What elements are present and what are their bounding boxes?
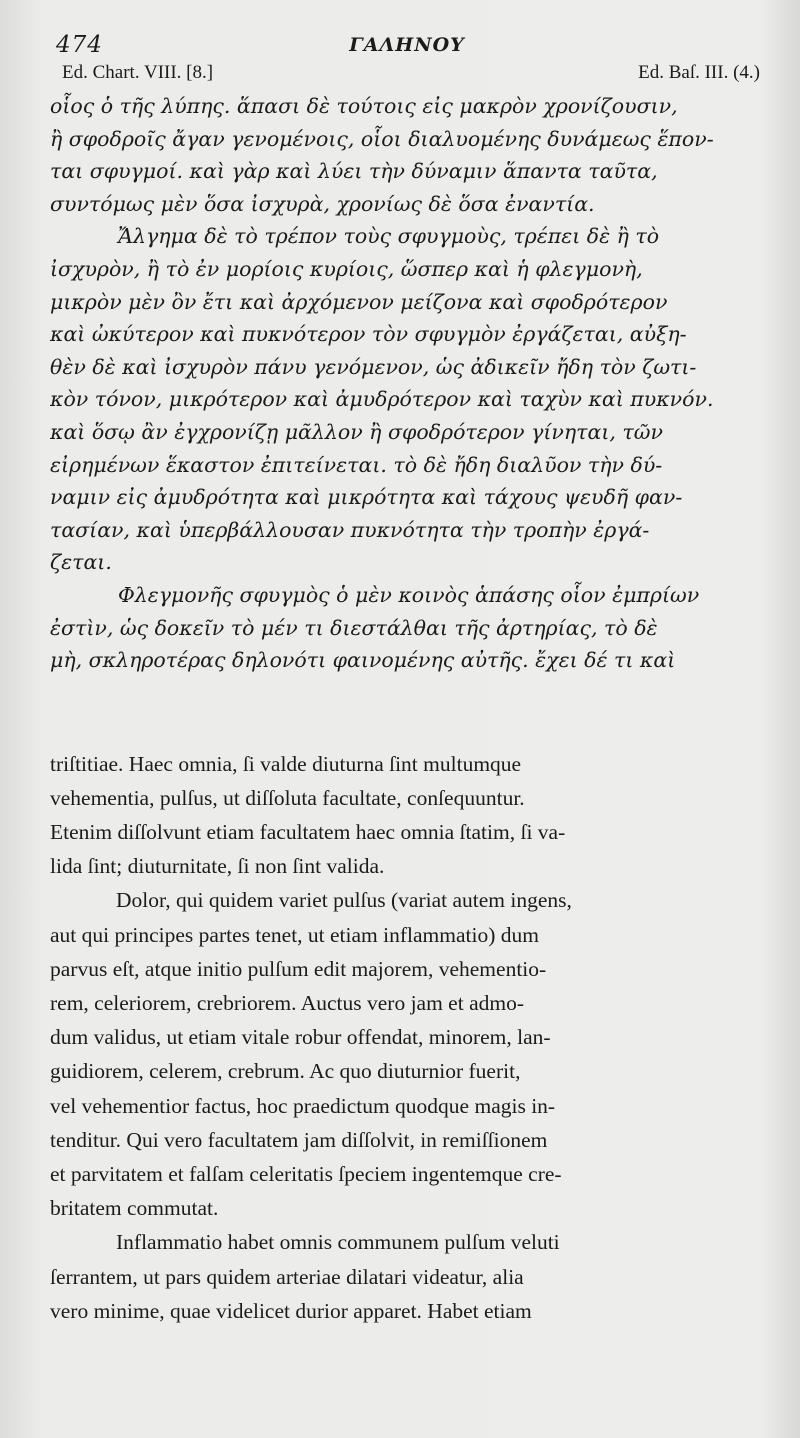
running-head <box>50 28 764 62</box>
latin-line: aut qui principes partes tenet, ut etiam inflammatio) dum <box>50 922 539 947</box>
greek-line: μὴ, σκληροτέρας δηλονότι φαινομένης αὐτῆς. ἔχει δέ τι καὶ <box>50 648 676 673</box>
latin-line: lida ſint; diuturnitate, ſi non ſint valida. <box>50 854 385 879</box>
latin-line: et parvitatem et falſam celeritatis ſpeciem ingentemque cre- <box>50 1161 562 1186</box>
greek-line: οἷος ὁ τῆς λύπης. ἅπασι δὲ τούτοις εἰς μακρὸν χρονίζουσιν, <box>50 94 678 118</box>
greek-line: Ἄλγημα δὲ τὸ τρέπον τοὺς σφυγμοὺς, τρέπει δὲ ἢ τὸ <box>118 224 660 249</box>
latin-line: Dolor, qui quidem variet pulſus (variat autem ingens, <box>116 888 572 913</box>
section-gap <box>50 677 764 747</box>
latin-line: tenditur. Qui vero facultatem jam diſſolvit, in remiſſionem <box>50 1127 548 1152</box>
greek-line: ναμιν εἰς ἀμυδρότητα καὶ μικρότητα καὶ τάχους ψευδῆ φαν- <box>50 485 683 510</box>
edition-reference-line <box>50 62 764 90</box>
greek-line: θὲν δὲ καὶ ἰσχυρὸν πάνυ γενόμενον, ὡς ἀδικεῖν ἤδη τὸν ζωτι- <box>50 354 697 379</box>
greek-line: εἰρημένων ἕκαστον ἐπιτείνεται. τὸ δὲ ἤδη διαλῦον τὴν δύ- <box>50 452 663 477</box>
latin-line: dum validus, ut etiam vitale robur offendat, minorem, lan- <box>50 1025 551 1050</box>
greek-line: ται σφυγμοί. καὶ γὰρ καὶ λύει τὴν δύναμιν ἅπαντα ταῦτα, <box>50 159 658 184</box>
greek-line: ἐστὶν, ὡς δοκεῖν τὸ μέν τι διεστάλθαι τῆς ἀρτηρίας, τὸ δὲ <box>50 615 658 640</box>
latin-line: rem, celeriorem, crebriorem. Auctus vero jam et admo- <box>50 991 524 1015</box>
greek-line: κὸν τόνον, μικρότερον καὶ ἀμυδρότερον καὶ ταχὺν καὶ πυκνόν. <box>50 387 714 412</box>
edition-reference-left: Ed. Chart. VIII. [8.] <box>62 62 214 83</box>
edition-reference-right: Ed. Baſ. III. (4.) <box>638 62 760 83</box>
latin-line: Etenim diſſolvunt etiam facultatem haec omnia ſtatim, ſi va- <box>50 820 566 845</box>
latin-line: vel vehementior factus, hoc praedictum quodque magis in- <box>50 1093 556 1118</box>
greek-line: συντόμως μὲν ὅσα ἰσχυρὰ, χρονίως δὲ ὅσα ἐναντία. <box>50 191 595 216</box>
latin-line: Inflammatio habet omnis communem pulſum veluti <box>116 1230 560 1255</box>
latin-line: parvus eſt, atque initio pulſum edit majorem, vehementio- <box>50 956 547 981</box>
latin-line: ſerrantem, ut pars quidem arteriae dilatari videatur, alia <box>50 1264 524 1289</box>
latin-line: vero minime, quae videlicet durior apparet. Habet etiam <box>50 1298 532 1323</box>
greek-line: μικρὸν μὲν ὂν ἔτι καὶ ἀρχόμενον μείζονα καὶ σφοδρότερον <box>50 289 668 314</box>
greek-line: ζεται. <box>50 550 112 575</box>
latin-line: britatem commutat. <box>50 1196 219 1221</box>
running-title: ΓΑΛΗΝΟΥ <box>349 34 465 56</box>
greek-text-block <box>50 90 764 677</box>
latin-line: vehementia, pulſus, ut diſſoluta facultate, conſequuntur. <box>50 785 525 810</box>
latin-text-block <box>50 747 764 1328</box>
greek-line: τασίαν, καὶ ὑπερβάλλουσαν πυκνότητα τὴν τροπὴν ἐργά- <box>50 517 650 542</box>
greek-line: ἢ σφοδροῖς ἄγαν γενομένοις, οἷοι διαλυομένης δυνάμεως ἕπον- <box>50 126 714 151</box>
latin-line: guidiorem, celerem, crebrum. Ac quo diuturnior fuerit, <box>50 1059 521 1084</box>
greek-line: καὶ ὠκύτερον καὶ πυκνότερον τὸν σφυγμὸν ἐργάζεται, αὐξη- <box>50 322 687 347</box>
greek-line: Φλεγμονῆς σφυγμὸς ὁ μὲν κοινὸς ἁπάσης οἷον ἐμπρίων <box>118 582 700 607</box>
page-number: 474 <box>56 32 103 58</box>
latin-line: triſtitiae. Haec omnia, ſi valde diuturna ſint multumque <box>50 751 522 776</box>
greek-line: καὶ ὅσῳ ἂν ἐγχρονίζῃ μᾶλλον ἢ σφοδρότερον γίνηται, τῶν <box>50 419 663 444</box>
greek-line: ἰσχυρὸν, ἢ τὸ ἐν μορίοις κυρίοις, ὥσπερ καὶ ἡ φλεγμονὴ, <box>50 256 643 281</box>
